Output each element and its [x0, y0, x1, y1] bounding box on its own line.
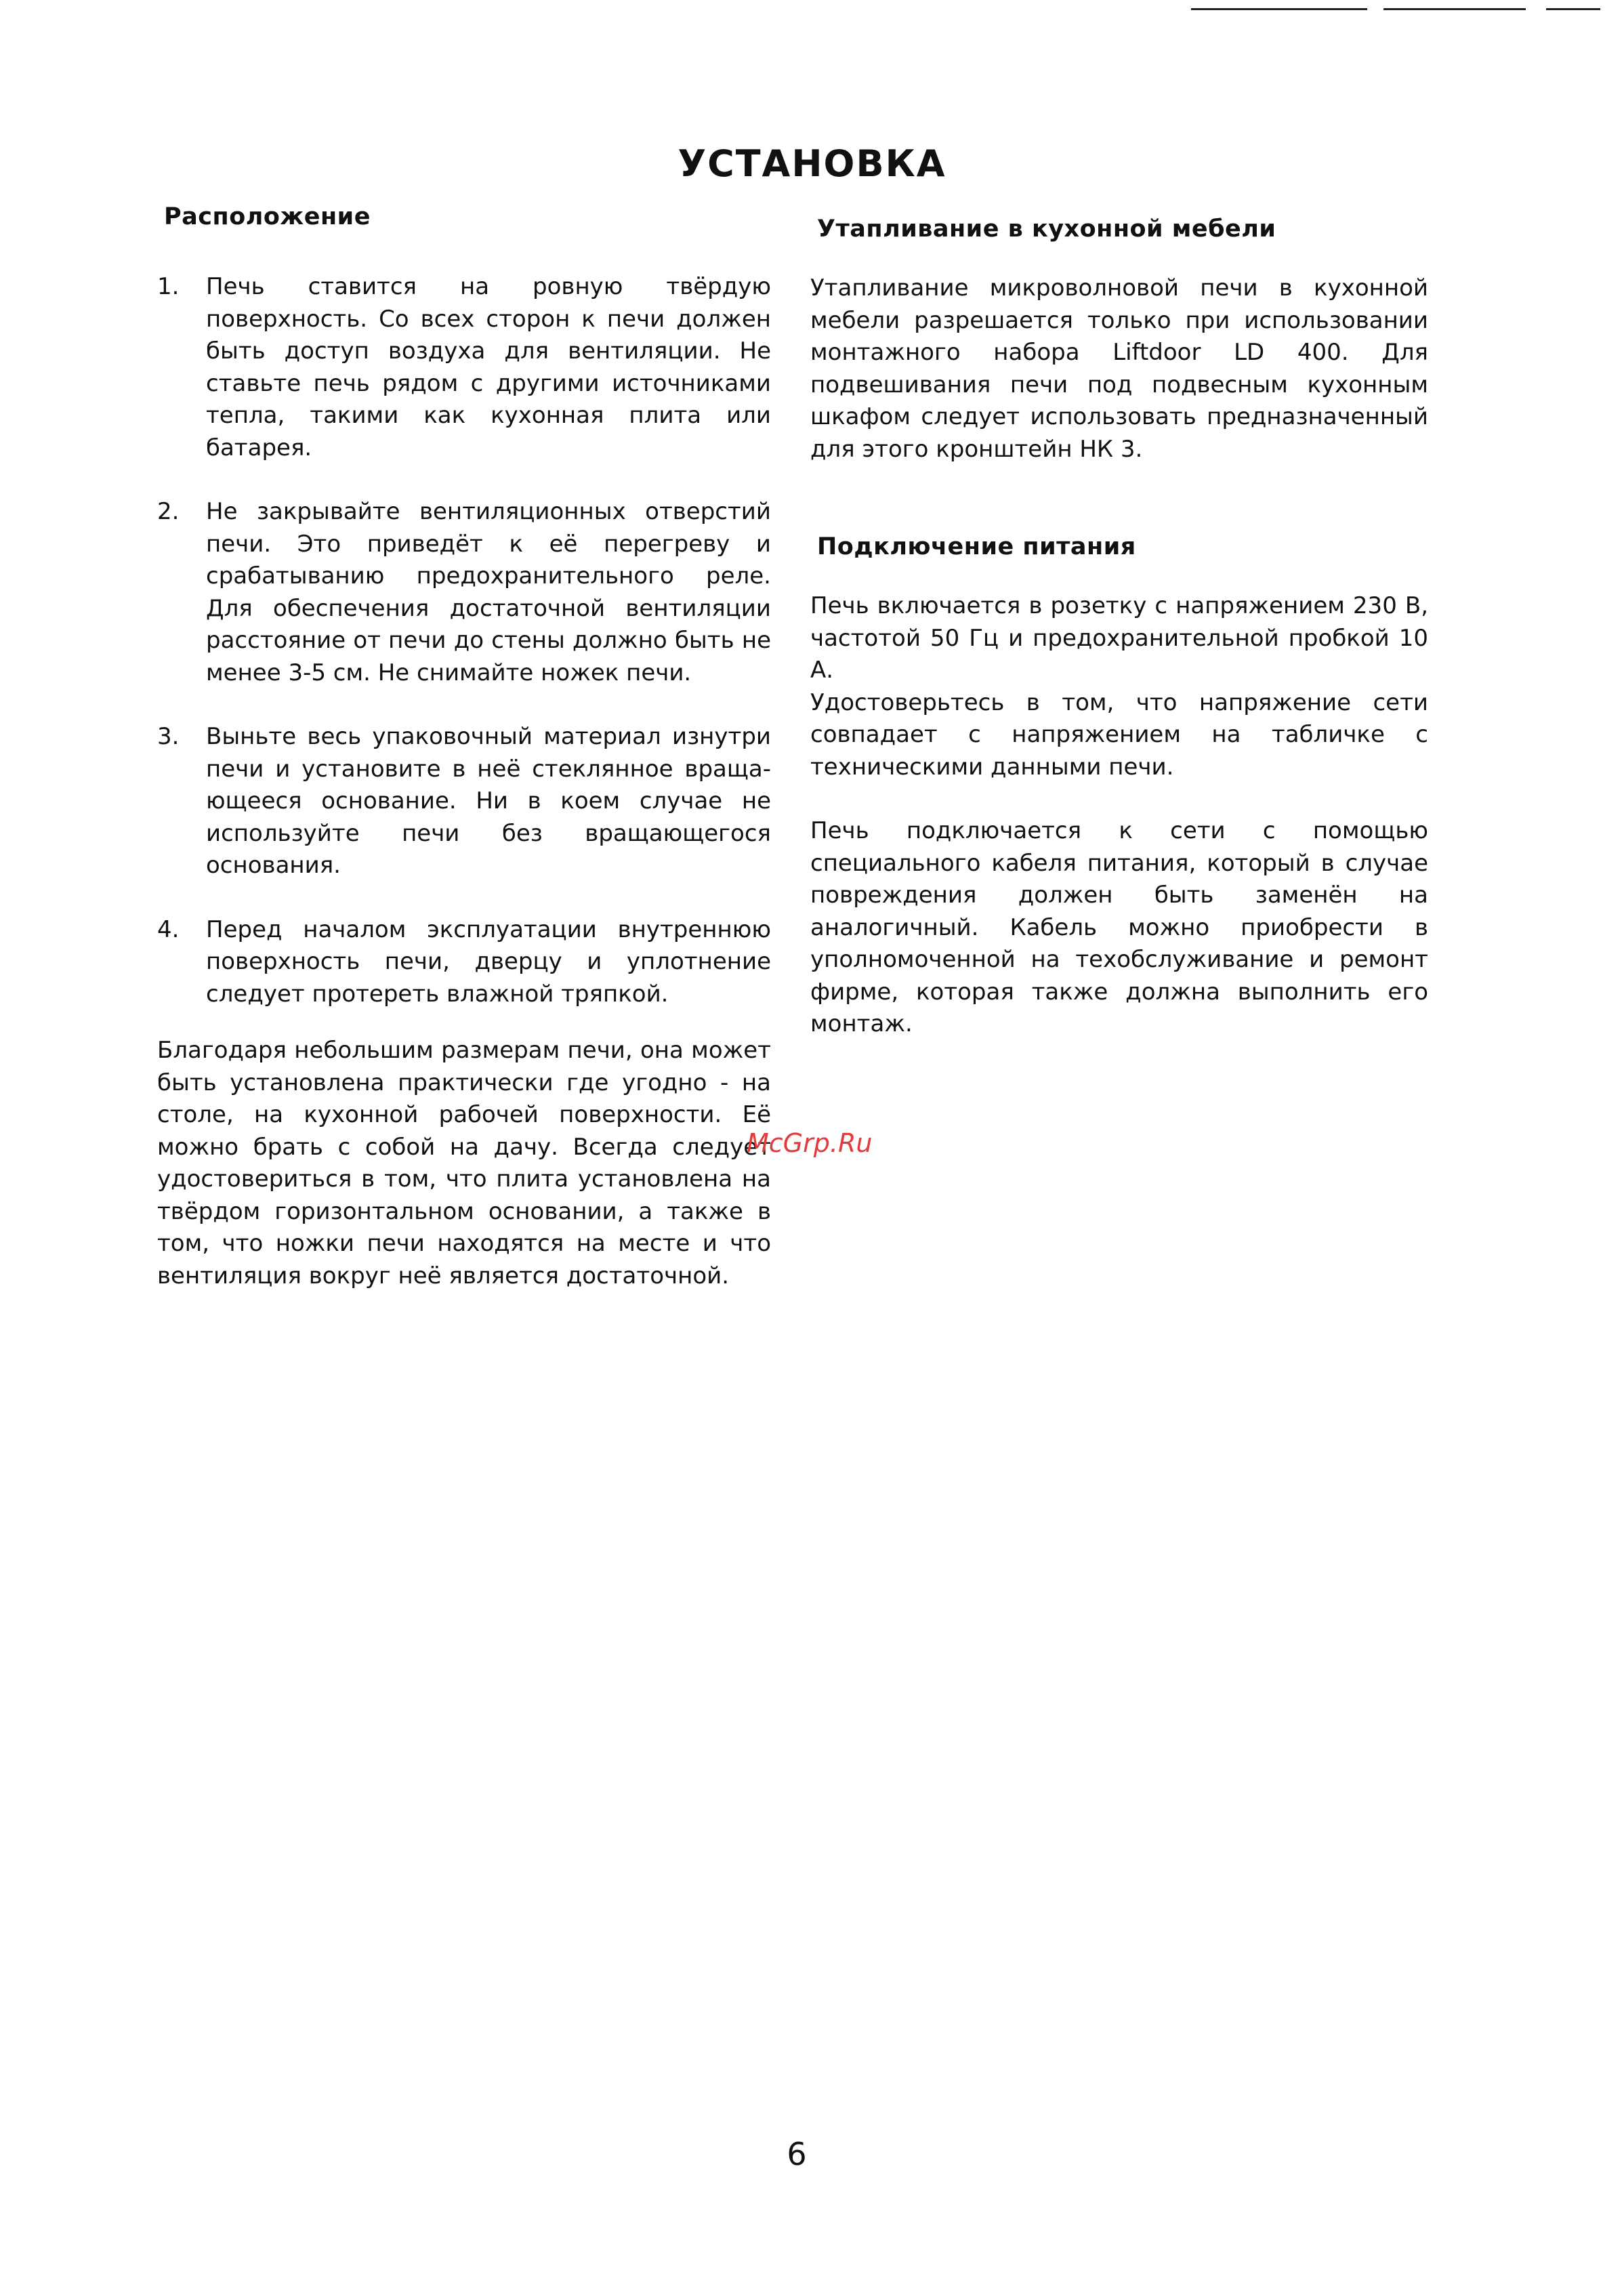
watermark-text: McGrp.Ru [747, 1128, 873, 1158]
top-rule-2 [1383, 8, 1526, 10]
section-heading-power: Подключение питания [817, 533, 1136, 560]
list-item [157, 271, 771, 464]
page-number: 6 [787, 2136, 807, 2172]
right-column [810, 215, 1428, 1041]
left-column [157, 203, 771, 1292]
page-title: УСТАНОВКА [678, 142, 946, 185]
power-paragraph-3: Печь подключается к сети с помощью специального кабеля питания, который в случае повреждения должен быть заменён на аналогичный. Кабель можно приобрести в уполномоченной на техобслуживание и ремонт фирме, которая также должна выполнить его монтаж. [810, 817, 1428, 1037]
list-number: 1. [157, 273, 180, 300]
list-item-text: Не закрывайте вентиляционных отверстий печи. Это приведёт к её перегреву и срабатыванию предохранительного реле. Для обеспечения достаточной вентиляции расстояние от печи до стены должно быть не менее 3-5 см. Не снимайте ножек печи. [206, 498, 771, 686]
built-in-paragraph: Утапливание микроволновой печи в кухонной мебели разрешается только при использовании монтажного набора Liftdoor LD 400. Для подвешивания печи под подвесным кухонным шкафом следует использовать предназначенный для этого кронштейн НК 3. [810, 274, 1428, 463]
list-item-text: Печь ставится на ровную твёрдую поверхность. Со всех сторон к печи должен быть доступ воздуха для вентиляции. Не ставьте печь рядом с другими источниками тепла, такими как кухонная плита или батарея. [206, 273, 771, 461]
list-item-text: Перед началом эксплуатации внутреннюю поверхность печи, дверцу и уплотнение следует протереть влажной тряпкой. [206, 915, 771, 1008]
closing-paragraph: Благодаря небольшим размерам печи, она может быть установлена практически где угодно - на столе, на кухонной рабочей поверхности. Её можно брать с собой на дачу. Всегда следует удостовериться в том, что плита установлена на твёрдом горизонтальном основании, а также в том, что ножки печи находятся на месте и что вентиляция вокруг неё является достаточной. [157, 1037, 771, 1289]
list-number: 2. [157, 498, 180, 525]
list-item [157, 721, 771, 882]
list-number: 3. [157, 723, 180, 750]
section-heading-placement: Расположение [164, 203, 371, 230]
list-number: 4. [157, 915, 180, 943]
list-item [157, 914, 771, 1011]
list-item [157, 496, 771, 689]
top-rule-1 [1191, 8, 1367, 10]
placement-list [157, 271, 771, 1010]
top-rule-3 [1546, 8, 1600, 10]
list-item-text: Выньте весь упаковочный материал изнутри печи и установите в неё стеклянное враща-ющееся основание. Ни в коем случае не используйте печи без вращающегося основания. [206, 723, 771, 879]
section-heading-built-in: Утапливание в кухонной мебели [817, 215, 1276, 243]
power-paragraph-2: Удостоверьтесь в том, что напряжение сети совпадает с напряжением на табличке с техническими данными печи. [810, 688, 1428, 781]
power-paragraph-1: Печь включается в розетку с напряжением 230 В, частотой 50 Гц и предохранительной пробкой 10 А. [810, 592, 1428, 684]
